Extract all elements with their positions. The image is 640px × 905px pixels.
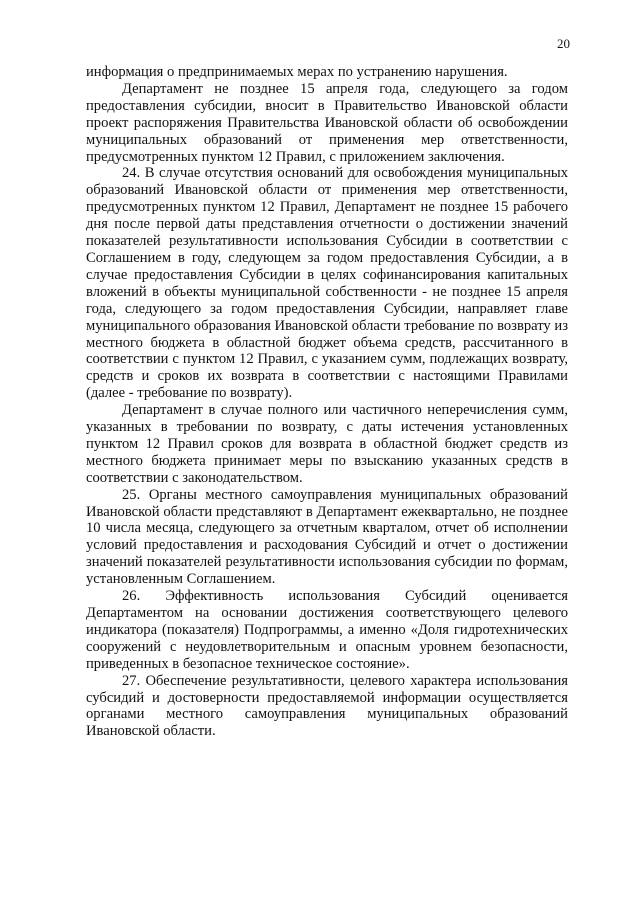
paragraph-item-26: 26. Эффективность использования Субсидий оценивается Департаментом на основании достижения соответствующего целевого индикатора (показателя) Подпрограммы, а именно «Доля гидротехнических сооружений с неудовлетворительным и опасным уровнем безопасности, приведенных в безопасное техническое состояние».: [86, 588, 568, 672]
page-number: 20: [557, 36, 570, 51]
paragraph-item-24: 24. В случае отсутствия оснований для освобождения муниципальных образований Ивановской области от применения мер ответственности, предусмотренных пунктом 12 Правил, Департамент не позднее 15 рабочего дня после первой даты представления отчетности о достижении значений показателей результативности использования Субсидии в соответствии с Соглашением в году, следующем за годом предоставления Субсидии, а в случае предоставления Субсидии в целях софинансирования капитальных вложений в объекты муниципальной собственности - не позднее 15 апреля года, следующего за годом предоставления Субсидии, направляет главе муниципального образования Ивановской области требование по возврату из местного бюджета в областной бюджет объема средств, рассчитанного в соответствии с пунктом 12 Правил, с указанием сумм, подлежащих возврату, средств и сроков их возврата в соответствии с настоящими Правилами (далее - требование по возврату).: [86, 165, 568, 402]
paragraph-department-deadline: Департамент не позднее 15 апреля года, следующего за годом предоставления субсидии, вносит в Правительство Ивановской области проект распоряжения Правительства Ивановской области об освобождении муниципальных образований от применения мер ответственности, предусмотренных пунктом 12 Правил, с приложением заключения.: [86, 80, 568, 165]
paragraph-item-27: 27. Обеспечение результативности, целевого характера использования субсидий и достоверности предоставляемой информации осуществляется органами местного самоуправления муниципальных образований Ивановской области.: [86, 672, 568, 740]
paragraph-non-transfer: Департамент в случае полного или частичного неперечисления сумм, указанных в требовании по возврату, с даты истечения установленных пунктом 12 Правил сроков для возврата в областной бюджет средств из местного бюджета принимает меры по взысканию указанных средств в соответствии с законодательством.: [86, 402, 568, 486]
paragraph-continuation: информация о предпринимаемых мерах по устранению нарушения.: [86, 64, 508, 80]
paragraph-item-25: 25. Органы местного самоуправления муниципальных образований Ивановской области представляют в Департамент ежеквартально, не позднее 10 числа месяца, следующего за отчетным кварталом, отчет об исполнении условий предоставления и расходования Субсидий и отчет о достижении значений показателей результативности использования субсидии по формам, установленным Соглашением.: [86, 486, 568, 588]
document-body: [86, 64, 568, 740]
